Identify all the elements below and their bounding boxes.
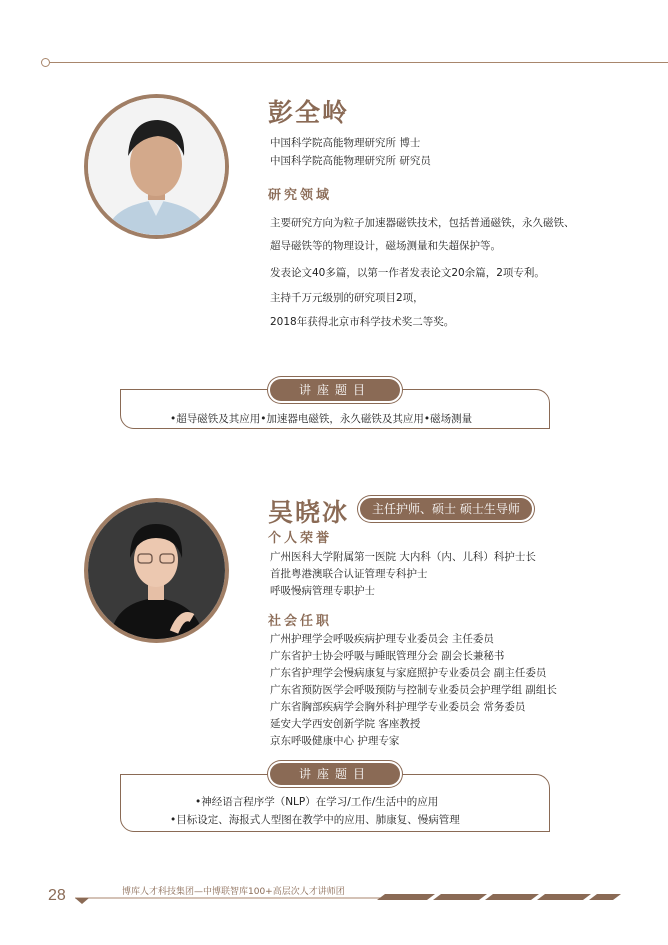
person2-social: 京东呼吸健康中心 护理专家 bbox=[270, 735, 400, 747]
portrait-person1-image bbox=[88, 98, 225, 235]
person2-topic: •神经语言程序学（NLP）在学习/工作/生活中的应用 bbox=[195, 796, 439, 808]
person1-paragraph: 主要研究方向为粒子加速器磁铁技术，包括普通磁铁，永久磁铁、 bbox=[270, 217, 575, 229]
person2-social: 广东省护理学会慢病康复与家庭照护专业委员会 副主任委员 bbox=[270, 667, 547, 679]
person1-section-title: 研究领域 bbox=[268, 188, 333, 203]
portrait-person2-image bbox=[88, 502, 225, 639]
person2-title-badge: 主任护师、硕士 硕士生导师 bbox=[360, 498, 532, 520]
person1-credential: 中国科学院高能物理研究所 博士 bbox=[270, 137, 421, 149]
person2-name: 吴晓冰 bbox=[268, 498, 350, 527]
page-number: 28 bbox=[48, 887, 66, 904]
person2-lecture-label: 讲座题目 bbox=[270, 763, 400, 785]
portrait-person1 bbox=[84, 94, 229, 239]
person2-topic: •目标设定、海报式人型图在教学中的应用、肺康复、慢病管理 bbox=[170, 814, 460, 826]
person2-honor: 广州医科大学附属第一医院 大内科（内、儿科）科护士长 bbox=[270, 551, 536, 563]
footer-text: 博库人才科技集团—中博联智库100+高层次人才讲师团 bbox=[122, 887, 345, 897]
top-divider-line bbox=[48, 62, 668, 63]
person2-social: 延安大学西安创新学院 客座教授 bbox=[270, 718, 421, 730]
person2-honor: 首批粤港澳联合认证管理专科护士 bbox=[270, 568, 428, 580]
person1-credential: 中国科学院高能物理研究所 研究员 bbox=[270, 155, 431, 167]
person2-social-title: 社会任职 bbox=[268, 614, 333, 629]
person2-social: 广东省预防医学会呼吸预防与控制专业委员会护理学组 副组长 bbox=[270, 684, 557, 696]
person2-honor: 呼吸慢病管理专职护士 bbox=[270, 585, 375, 597]
top-divider-dot bbox=[41, 58, 50, 67]
person1-name: 彭全岭 bbox=[268, 98, 350, 127]
person2-social: 广州护理学会呼吸疾病护理专业委员会 主任委员 bbox=[270, 633, 494, 645]
person1-paragraph: 主持千万元级别的研究项目2项， bbox=[270, 292, 424, 304]
person1-paragraph: 2018年获得北京市科学技术奖二等奖。 bbox=[270, 316, 455, 328]
person1-topic: •超导磁铁及其应用•加速器电磁铁，永久磁铁及其应用•磁场测量 bbox=[170, 413, 473, 425]
person1-paragraph: 发表论文40多篇，以第一作者发表论文20余篇，2项专利。 bbox=[270, 267, 545, 279]
person1-paragraph: 超导磁铁等的物理设计，磁场测量和失超保护等。 bbox=[270, 240, 501, 252]
person2-social: 广东省胸部疾病学会胸外科护理学专业委员会 常务委员 bbox=[270, 701, 526, 713]
person2-honors-title: 个人荣誉 bbox=[268, 531, 333, 546]
person1-lecture-label: 讲座题目 bbox=[270, 379, 400, 401]
person2-social: 广东省护士协会呼吸与睡眠管理分会 副会长兼秘书 bbox=[270, 650, 505, 662]
portrait-person2 bbox=[84, 498, 229, 643]
